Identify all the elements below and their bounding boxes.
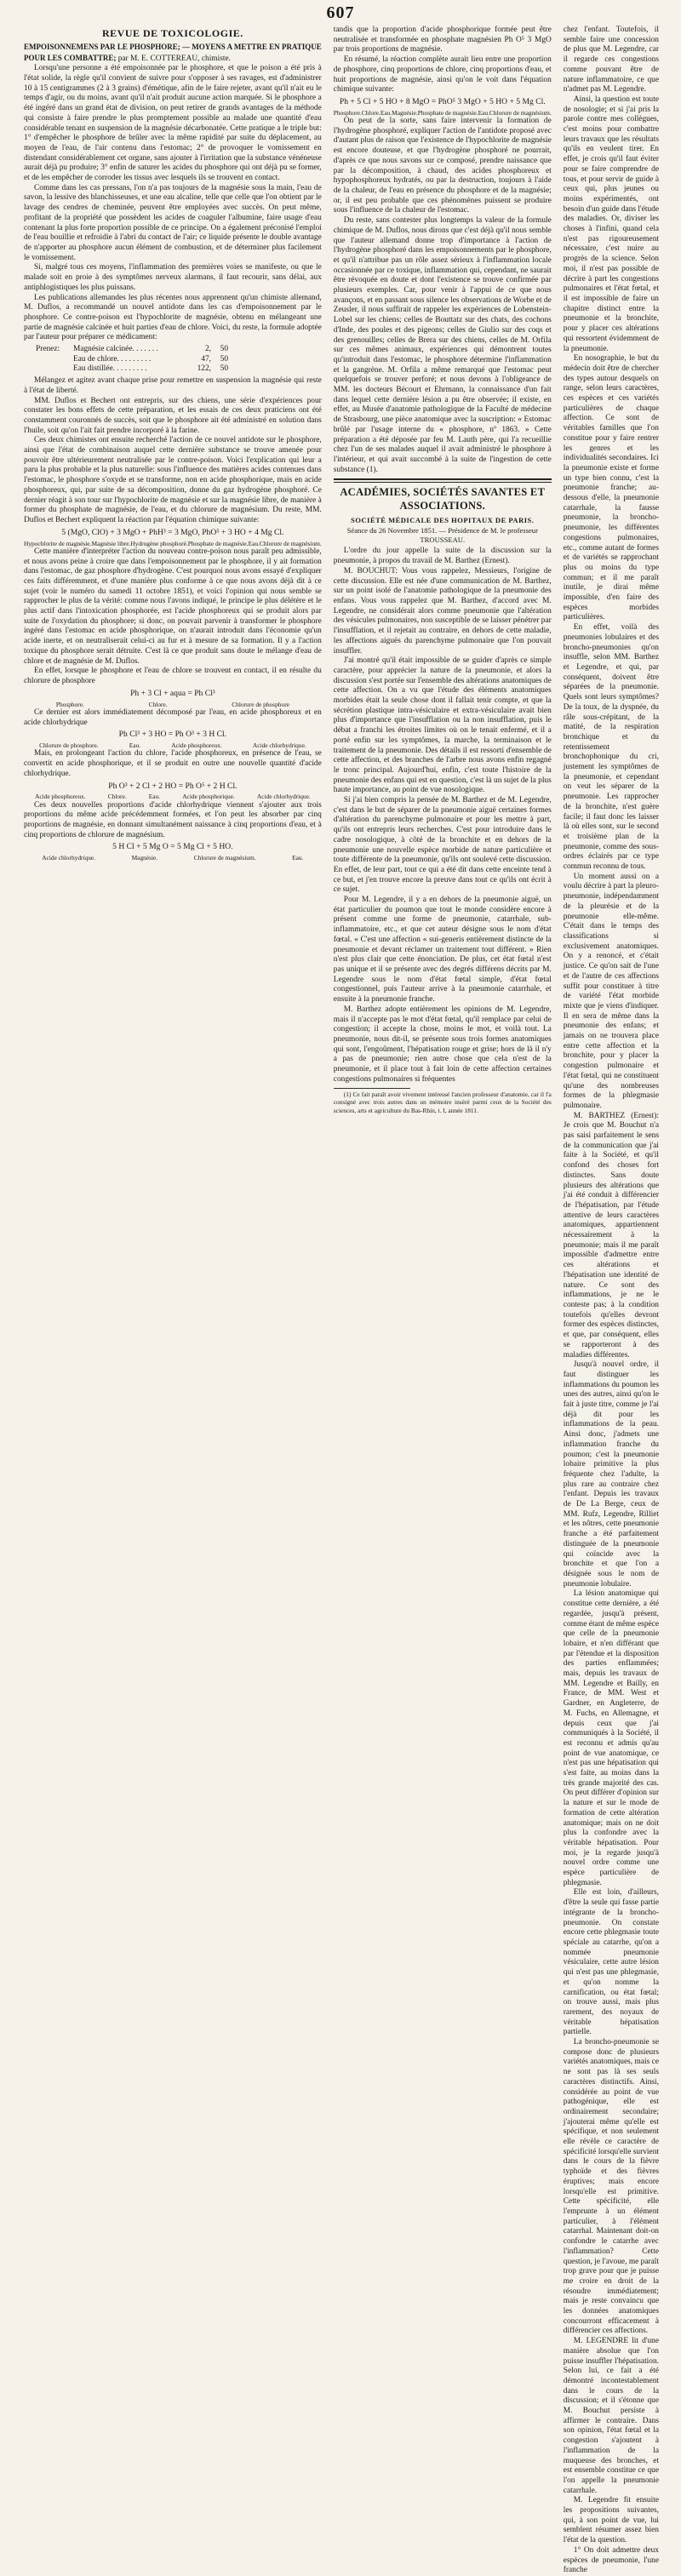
caption-term: Phosphate de magnésie.: [417, 108, 478, 117]
chemical-equation: Ph + 3 Cl + aqua = Ph Cl³: [130, 688, 215, 698]
paragraph: chez l'enfant. Toutefois, il semble faire une concession de plus que M. Legendre, car il regarde ces congestions comme pouvant être de nature inflammatoire, ce que n'admet pas M. Legendre.: [563, 26, 659, 94]
caption-term: Acide phosphoreux.: [171, 741, 222, 750]
caption-term: Eau.: [380, 108, 392, 117]
caption-term: Eau.: [129, 741, 141, 750]
paragraph: En effet, voilà des pneumonies lobulaires et des broncho-pneumonies qu'on insuffle, selon MM. Barthez et Legendre, et qui, par conséquent, doivent être séparées de la pneumonie. Quels sont leurs symptômes? De la toux, de la dyspnée, du râle sous-crépitant, de la matité, de la respiration bronchique et du retentissement bronchophonique du cri, justement les symptômes de la pneumonie, et cependant on veut les séparer de la pneumonie. Les rapprocher de la bronchite, n'est guère facile; il faut donc les laisser là où elles sont, sur le second et troisième plan de la pneumonie, comme des sous-ordres éclairés par ce type commun reconnu de tous.: [563, 623, 659, 872]
caption-term: Hydrogène phosphoré.: [130, 539, 188, 547]
paragraph: M. BARTHEZ (Ernest): Je crois que M. Bouchut n'a pas saisi parfaitement le sens de la communication que j'ai faite à la Société, et qu'il confond des choses fort distinctes. Sans doute plusieurs des altérations que j'ai été conduit à différencier de l'hépatisation, par l'étude attentive de leurs caractères anatomiques, appartiennent nécessairement à la pneumonie; mais il me paraît impossible d'admettre entre ces altérations et l'hépatisation une identité de nature. Ce sont des inflammations, je ne le conteste pas; à la condition toutefois qu'elles devront former des espèces distinctes, et que, par conséquent, elles se rapporteront à des maladies différentes.: [563, 1111, 659, 1360]
article-title: EMPOISONNEMENS PAR LE PHOSPHORE; — MOYENS A METTRE EN PRATIQUE POUR LES COMBATTRE;: [24, 42, 322, 62]
recipe-decimal: 50: [220, 354, 228, 364]
section-title-toxicology: REVUE DE TOXICOLOGIE.: [102, 27, 243, 39]
paragraph: L'ordre du jour appelle la suite de la discussion sur la pneumonie, à propos du travail de M. Barthez (Ernest).: [333, 547, 552, 566]
paragraph: Jusqu'à nouvel ordre, il faut distinguer les inflammations du poumon les unes des autres, ainsi qu'on le fait à juste titre, comme je l'ai déjà dit pour les inflammations de la peau. Ainsi donc, j'admets une inflammation franche du poumon; c'est la pneumonie lobaire primitive la plus fréquente chez l'adulte, la plus rare au contraire chez l'enfant. Depuis les travaux de De La Berge, ceux de MM. Rufz, Legendre, Rilliet et les nôtres, cette pneumonie franche a été parfaitement distinguée de la pneumonie qui coïncide avec la bronchite et que l'on a désignée sous le nom de pneumonie lobulaire.: [563, 1360, 659, 1589]
caption-term: Eau.: [478, 108, 489, 117]
caption-term: Phosphore.: [55, 700, 84, 708]
equation-caption: [24, 540, 322, 547]
article-heading: [24, 43, 322, 64]
page-number: 607: [326, 3, 355, 22]
paragraph: M. LEGENDRE lit d'une manière absolue que l'on puisse insuffler l'hépatisation. Selon lui, ce fait a été démontré incontestablement dans le cours de la discussion; et il s'étonne que M. Bouchut persiste à affirmer le contraire. Dans son opinion, l'état fœtal et la congestion s'ajoutent à l'inflammation de la muqueuse des bronches, et est ensemble constitue ce que l'on appelle la pneumonie catarrhale.: [563, 2337, 659, 2495]
caption-term: Magnésie.: [131, 854, 158, 862]
recipe-quantity: 122,: [197, 364, 211, 374]
caption-term: Phosphore.: [333, 108, 362, 117]
paragraph: En résumé, la réaction complète aurait lieu entre une proportion de phosphore, cinq proportions de chlore, cinq proportions d'eau, et huit proportions de magnésie, ainsi qu'on le voit dans l'équation chimique suivante:: [333, 55, 552, 94]
caption-term: Chlore.: [148, 700, 168, 708]
paragraph: Si, malgré tous ces moyens, l'inflammation des premières voies se manifeste, ou que le malade soit en proie à des symptômes nerveux alarmans, il faut recourir, sans délai, aux antiphlogistiques les plus puissans.: [24, 263, 322, 292]
caption-term: Chlorure de magnésium.: [193, 854, 256, 862]
paragraph: Ces deux nouvelles proportions d'acide chlorhydrique viennent s'ajouter aux trois proportions du même acide précédemment formées, et l'on peut les absorber par cinq proportions de magnésie, en donnant simultanément naissance à cinq proportions d'eau, et à cinq proportions de chlorure de magnésium.: [24, 800, 322, 839]
chemical-equation: 5 (MgO, ClO) + 3 MgO + PhH³ = 3 MgO, PhO⁵ + 3 HO + 4 Mg Cl.: [61, 527, 284, 537]
paragraph: J'ai montré qu'il était impossible de se guider d'après ce simple caractère, pour apprécier la nature de la pneumonie, et alors la discussion s'est portée sur l'ensemble des altérations anatomiques de cette affection. On a vu que l'étude des éléments anatomiques morbides était la seule chose dont il fallait tenir compte, et que la sécrétion plastique intra-vésiculaire et extra-vésiculaire avait bien plus d'importance que l'insufflation ou la non insufflation, puis le débat a franchi les étroites limites où on le tenait enfermé, et il a porté enfin sur les symptômes, la marche, la terminaison et le traitement de la pneumonie. Des détails il est ressorti d'ensemble de cette affection, et des branches de l'arbre nous avons enfin regagné le tronc principal. Aujourd'hui, enfin, c'est toute l'histoire de la pneumonie des enfans qui est en question, c'est là un sujet de la plus haute importance, au point de vue nosologique.: [333, 656, 552, 795]
equation-caption: [24, 741, 322, 749]
recipe-ingredient: Eau de chlore. . . . . . . . .: [73, 354, 152, 364]
paragraph: MM. Duflos et Bechert ont entrepris, sur des chiens, une série d'expériences pour constater les bons effets de cette préparation, et les essais de ces deux praticiens ont été constamment couronnés de succès, soit que le phosphore ait été administré en solution dans l'huile, soit qu'on l'ait fait prendre incorporé à la farine.: [24, 396, 322, 435]
caption-term: Chlorure de phosphore: [232, 700, 289, 708]
caption-term: Chlorure de magnésium.: [259, 539, 322, 547]
caption-term: Acide chlorhydrique.: [42, 854, 96, 862]
recipe-quantity: 2,: [204, 345, 211, 354]
caption-term: Phosphate de magnésie.: [187, 539, 249, 547]
equation-caption: [334, 109, 552, 117]
section-divider: [334, 478, 552, 483]
paragraph: Mélangez et agitez avant chaque prise pour remettre en suspension la magnésie qui reste à l'état de liberté.: [24, 376, 322, 395]
paragraph: Elle est loin, d'ailleurs, d'être la seule qui fasse partie intégrante de la broncho-pneumonie. On constate encore cette phlegmasie toute spéciale au catarrhe, qu'on a nommée pneumonie vésiculaire, cette autre lésion qui n'est pas une phlegmasie, et qu'on nomme la carnification, ou état fœtal; on trouve aussi, mais plus rarement, des noyaux de véritable hépatisation partielle.: [563, 1888, 659, 2037]
caption-term: Acide phosphorique.: [182, 793, 235, 801]
paragraph: Ces deux chimistes ont ensuite recherché l'action de ce nouvel antidote sur le phosphore, ainsi que l'état de combinaison auquel cette dernière substance se trouve amenée pour pouvoir être ultérieurement neutralisée par le contre-poison. Voici l'explication qui leur a paru la plus probable et la plus naturelle: sous l'influence des matières acides contenues dans l'estomac, le phosphore s'oxyde et se transforme, non en acide phosphorique, mais en acide phosphoreux, qui, par suite de sa décomposition, donne du gaz hydrogène phosphoré. Ce dernier réagit à son tour sur l'hypochlorite de magnésie et sur la magnésie libre, de manière à former du phosphate de magnésie, de l'eau, et du chlorure de magnésium. Du reste, MM. Duflos et Bechert expliquent la réaction par l'équation chimique suivante:: [24, 436, 322, 524]
paragraph: Ainsi, la question est toute de nosologie; et si j'ai pris la parole contre mes collègues, c'est moins pour combattre leurs travaux que les résultats qu'ils en veulent tirer. En effet, je crois qu'il faut éviter pour se faire comprendre de tous, et pour servir de guide à ceux qui, plus jeunes ou moins expérimentés, ont besoin d'un guide dans l'étude des maladies. Or, diviser les choses à l'infini, quand cela n'est pas rigoureusement nécessaire, c'est nuire au progrès de la science. Selon moi, il n'est pas possible de décrire à part les congestions pulmonaires et l'état fœtal, et il est impossible de faire un chapitre distinct entre la pneumonie et la bronchite, pour y placer ces altérations qui ressortent évidemment de la pneumonie.: [563, 94, 659, 353]
caption-term: Hypochlorite de magnésie.: [24, 539, 92, 547]
chemical-equation: Ph Cl³ + 3 HO = Ph O³ + 3 H Cl.: [118, 730, 227, 740]
recipe-decimal: 50: [220, 364, 228, 374]
paragraph: Cette manière d'interpréter l'action du nouveau contre-poison nous paraît peu admissible, et nous avons peine à croire que dans l'empoisonnement par le phosphore, il y ait formation dans l'estomac, de gaz phosphore d'hydrogène. C'est pourquoi nous avons essayé d'expliquer ces faits différemment, et d'une manière plus conforme à ce que nous avons déjà dit à ce sujet (voir le numéro du samedi 11 octobre 1851), et voici l'opinion qui nous semble se rapprocher le plus de la vérité: comme nous l'avons indiqué, le principe le plus délétère et le plus actif dans l'intoxication phosphorée, est l'acide phosphoreux qui se produit alors par suite de l'oxydation du phosphore; si donc, on pouvait parvenir à transformer le phosphore ingéré dans l'estomac en acide phosphorique, on n'aurait introduit dans l'économie qu'un acide inerte, et on neutraliserait celui-ci au fur et à mesure de sa formation. Il y a l'action toxique du phosphore serait détruite. C'est là ce que produit sans doute le mélange d'eau de chlore et de magnésie de M. Duflos.: [24, 547, 322, 666]
recipe-row: [36, 364, 322, 375]
column-2: [333, 26, 552, 1114]
caption-term: Eau.: [148, 793, 161, 801]
paragraph: On peut de la sorte, sans faire intervenir la formation de l'hydrogène phosphoré, expliquer l'action de l'antidote proposé avec d'autant plus de raison que l'existence de l'hypochlorite de magnésie est encore douteuse, et que l'hydrogène phosphoré ne pourrait, d'après ce que nous savons sur ce composé, prendre naissance que par la décomposition, à chaud, des acides phosphoreux et hypophosphoreux hydratés, ou par la destruction, toujours à l'aide de la chaleur, de l'eau en présence du phosphore et de la magnésie; or, il est peu probable que ces phénomènes puissent se produire sous l'influence de la chaleur de l'estomac.: [333, 117, 552, 215]
column-3: [563, 26, 659, 2575]
paragraph: Comme dans les cas pressans, l'on n'a pas toujours de la magnésie sous la main, l'eau de savon, la lessive des blanchisseuses, et une eau alcaline, telle que celle que l'on obtient par le lavage des cendres de cheminée, peuvent être employées avec succès. On peut même, profitant de la propriété que possèdent les acides de coaguler l'albumine, faire usage d'eau contenant la plus forte proportion possible de ce principe. On a également préconisé l'emploi de l'eau bouillie et refroidie à l'abri du contact de l'air; ce liquide présente le double avantage de n'apporter au phosphore aucun élément de combustion, et de déterminer plus facilement le vomissement.: [24, 183, 322, 262]
paragraph: Mais, en prolongeant l'action du chlore, l'acide phosphoreux, en présence de l'eau, se convertit en acide phosphorique, et il se produit en outre une nouvelle quantité d'acide chlorhydrique.: [24, 749, 322, 778]
text-columns: [24, 26, 659, 2575]
caption-term: Acide chlorhydrique.: [252, 741, 306, 750]
paragraph: Pour M. Legendre, il y a en dehors de la pneumonie aiguë, un état particulier du poumon que tout le monde considère encore à présent comme une forme de pneumonie, catarrhale, sub-inflammatoire, etc., et que cet auteur désigne sous le nom d'état fœtal. « C'est une affection « sui-generis entièrement distincte de la pneumonie et devant réclamer un traitement tout différent. » Rien n'est plus clair que cette énonciation. De plus, cet état fœtal n'est pas unique et il se présente avec des degrés différens décrits par M. Legendre sous le nom d'état fœtal simple, d'état fœtal congestionnel, puis l'auteur arrive à la pneumonie catarrhale, et ensuite à la pneumonie franche.: [333, 896, 552, 1005]
article-author: par M. E. COTTEREAU, chimiste.: [117, 54, 231, 63]
session-line: Séance du 26 Novembre 1851. — Présidence de M. le professeur TROUSSEAU.: [346, 526, 538, 544]
equation-caption: [24, 701, 322, 708]
caption-term: Chlorure de phosphore.: [39, 741, 99, 750]
caption-term: Eau.: [292, 854, 304, 862]
section-title-academies: ACADÉMIES, SOCIÉTÉS SAVANTES ET ASSOCIATIONS.: [340, 486, 546, 512]
footnote-rule: [334, 1088, 410, 1089]
paragraph: En effet, lorsque le phosphore et l'eau de chlore se trouvent en contact, il en résulte du chlorure de phosphore: [24, 667, 322, 685]
paragraph: Les publications allemandes les plus récentes nous apprennent qu'un chimiste allemand, M. Duflos, a recommandé un nouvel antidote dans les cas d'empoisonnement par le phosphore. Ce contre-poison est l'hypochlorite de magnésie, obtenu en mélangeant une partie de magnésie calcinée et huit parties d'eau de chlore. Voici, du reste, la formule adoptée par l'auteur pour préparer ce médicament:: [24, 293, 322, 342]
paragraph: Lorsqu'une personne a été empoisonnée par le phosphore, et que le poison a été pris à l'état solide, la règle qu'il convient de suivre pour s'opposer à ses ravages, est d'administrer 10 à 15 centigrammes (2 à 3 grains) d'émétique, afin de le faire rejeter, avant qu'il n'ait eu le temps d'agir, ou du moins, avant qu'il n'ait produit aucune action marquée. Si le phosphore a été ingéré dans un grand état de division, on peut retirer de grands avantages de la méthode qui consiste à faire prendre le plus promptement possible au malade une quantité d'eau considérable tenant en suspension de la magnésie décarbonatée. Cette pratique a le triple but: 1° d'empêcher le phosphore de brûler avec la même rapidité par suite du déplacement, au moyen de l'eau, de l'air contenu dans l'estomac; 2° de provoquer le vomissement en distendant considérablement cet organe, sans ajouter à l'irritation que la substance vénéneuse aurait déjà pu produire; 3° enfin de saturer les acides du phosphore qui ont déjà pu se former, et de les empêcher de corroder les tissus avec lesquels ils se trouvent en contact.: [24, 64, 322, 183]
chemical-equation: Ph O³ + 2 Cl + 2 HO = Ph O⁵ + 2 H Cl.: [108, 781, 237, 791]
equation-caption: [24, 854, 322, 862]
paragraph: Un moment aussi on a voulu décrire à part la pleuro-pneumonie, indépendamment de la pleurésie et de la pneumonie elle-même. C'était dans le temps des classifications si exclusivement anatomiques. On y a renoncé, et c'était justice. Ce qu'on sait de l'une et de l'autre de ces affections suffit pour constituer à titre de variété l'état morbide mixte que je viens d'indiquer. Il en sera de même dans la pneumonie des enfans; et jamais on ne trouvera place entre cette affection et la bronchite, pour y placer la congestion pulmonaire et l'état fœtal, qui ne constituent qu'une des nombreuses formes de la phlegmasie pulmonaire.: [563, 872, 659, 1110]
paragraph: La broncho-pneumonie se compose donc de plusieurs variétés anatomiques, mais ce ne sont pas là ses seuls caractères distinctifs. Ainsi, considérée au point de vue pathogénique, elle est ordinairement secondaire; j'ajouterai même qu'elle est spécifique, et non seulement elle révèle ce caractère de spécificité lorsqu'elle survient dans le cours de la fièvre typhoïde et des fièvres éruptives; mais encore lorsqu'elle est primitive. Cette spécificité, elle l'emprunte à un élément particulier, à l'élément catarrhal. Maintenant doit-on confondre le catarrhe avec l'inflammation? Cette question, je l'avoue, me paraît trop grave pour que je puisse me croire en droit de la résoudre immédiatement; mais je reste convaincu que les données anatomiques concourront efficacement à différencier ces affections.: [563, 2038, 659, 2336]
recipe-quantity: 47,: [201, 354, 211, 364]
equation-caption: [24, 793, 322, 800]
society-title: SOCIÉTÉ MÉDICALE DES HOPITAUX DE PARIS.: [351, 515, 535, 524]
footnote: (1) Ce fait paraît avoir vivement intéressé l'ancien professeur d'anatomie, car il l'a consigné avec trois autres dans un mémoire inséré parmi ceux de la Société des sciences, arts et agriculture du Bas-Rhin, t. I, année 1811.: [333, 1091, 552, 1114]
recipe-ingredient: Eau distillée. . . . . . . . .: [73, 364, 147, 374]
paragraph: M. BOUCHUT: Vous vous rappelez, Messieurs, l'origine de cette discussion. Elle est née d'une communication de M. Barthez, sur un point isolé de l'anatomie pathologique de la pneumonie des enfans. Vous vous rappelez que M. Barthez, d'accord avec M. Legendre, ne considérait alors comme pneumonie que l'altération des vésicules pulmonaires, non susceptible de se laisser pénétrer par l'insufflation, et il rejetait au contraire, en dehors de cette maladie, les affections aiguës du parenchyme pulmonaire que l'on pouvait insuffler.: [333, 566, 552, 655]
paragraph: Ce dernier est alors immédiatement décomposé par l'eau, en acide phosphoreux et en acide chlorhydrique: [24, 707, 322, 727]
recipe-formula: [36, 345, 322, 375]
paragraph: Si j'ai bien compris la pensée de M. Barthez et de M. Legendre, c'est dans le but de séparer de la pneumonie aiguë certaines formes d'altération du parenchyme pulmonaire et pour les mettre à part, qu'ils ont entrepris leurs recherches. C'est pour introduire dans le cadre nosologique, à côté de la bronchite et en dehors de la pneumonie une nouvelle espèce morbide de nature particulière et toute différente de la pneumonie, qu'ils ont soulevé cette discussion. En effet, de leur part, tout ce qui a été dit dans cette enceinte tend à ce but, et j'en trouve encore la preuve dans tout ce qu'ils ont écrit à ce sujet.: [333, 796, 552, 895]
recipe-ingredient: Magnésie calcinée. . . . . . .: [73, 345, 158, 354]
chemical-equation: Ph + 5 Cl + 5 HO + 8 MgO = PhO⁵ 3 MgO + 5 HO + 5 Mg Cl.: [339, 96, 546, 106]
paragraph: 1° On doit admettre deux espèces de pneumonie, l'une franche: [563, 2545, 659, 2575]
caption-term: Eau.: [248, 539, 260, 547]
caption-term: Chlore.: [107, 793, 127, 801]
paragraph: Du reste, sans contester plus longtemps la valeur de la formule chimique de M. Duflos, nous dirons que c'est déjà qu'il nous semble que l'auteur allemand donne trop d'importance à l'action de l'hydrogène phosphoré dans les empoisonnements par le phosphore, et qu'il n'attribue pas un rôle assez sérieux à l'inflammation locale occasionnée par ce toxique, inflammation qui, cependant, ne saurait être révoquée en doute et dont l'existence se trouve confirmée par plusieurs exemples. Car, pour venir à l'appui de ce que nous avançons, et en passant sous silence les observations de Worbe et de Zeusler, il nous suffirait de rappeler les expériences de Lobenstein-Lobel sur les chiens; celles de Bouttatz sur des chats, des cochons d'Inde, des poules et des pigeons; celles de Giulio sur des coqs et des grenouilles; celles de Brera sur des chiens, celles de M. Orfila sur ces mêmes animaux, expériences qui démontrent toutes qu'introduit dans l'estomac, le phosphore détermine l'inflammation et la gangrène. M. Orfila a même remarqué que l'estomac peut quelquefois se trouver perforé; et nous devons à l'obligeance de MM. les docteurs Bécourt et Ehrmann, la connaissance d'un fait dans lequel cette dernière lésion a pu être observée; il existe, en effet, au Musée d'anatomie pathologique de la Faculté de médecine de Strasbourg, une pièce anatomique avec la suscription: « Estomac brûlé par l'usage interne du « phosphore, nº 1863. » Cette préparation a été déposée par feu M. Lauth père, qui l'a recueillie chez l'un de ses malades auquel il avait administré le phosphore à l'intérieur, et qui avait succombé à la suite de l'ingestion de cette substance (1).: [333, 216, 552, 474]
recipe-decimal: 50: [220, 345, 228, 354]
paragraph: En nosographie, le but du médecin doit être de chercher des types autour desquels on range, selon leurs caractères, ces espèces et ces variétés particulières de chaque affection. Ce sont de véritables familles que l'on constitue pour y faire rentrer les genres et les individualités secondaires. Ici la pneumonie existe et forme un type bien connu, c'est la pneumonie franche; au-dessous d'elle, la pneumonie catarrhale, la fausse pneumonie, la broncho-pneumonie, les différentes congestions pulmonaires, etc., comme autant de formes et de variétés se rapprochant plus ou moins du type commun; et il me paraît inutile, je dirai même impossible, d'en faire des espèces morbides particulières.: [563, 354, 659, 622]
recipe-row: [36, 355, 322, 365]
paragraph: M. Barthez adopte entièrement les opinions de M. Legendre, mais il n'accepte pas le mot d'état fœtal, qu'il remplace par celui de congestion; il accepte la chose, moins le mot, et voilà tout. La pneumonie, nous dit-il, se présente sous trois formes anatomiques qui sont, l'engoûment, l'hépatisation rouge et grise; hors de là il n'y a pas de pneumonie; rien autre chose que cela n'est de la pneumonie, et il place tout à fait loin de cette affection certaines congestions pulmonaires si fréquentes: [333, 1005, 552, 1084]
chemical-equation: 5 H Cl + 5 Mg O = 5 Mg Cl + 5 HO.: [112, 842, 233, 852]
paragraph: M. Legendre fit ensuite les propositions suivantes, qui, à son point de vue, lui semblent résumer assez bien l'état de la question.: [563, 2496, 659, 2545]
paragraph: La lésion anatomique qui constitue cette dernière, a été regardée, jusqu'à présent, comme étant de même espèce que celle de la pneumonie lobaire, et n'en différant que par l'étendue et la disposition des parties enflammées; mais, depuis les travaux de MM. Legendre et Bailly, en France, de MM. West et Gardner, en Angleterre, de M. Fuchs, en Allemagne, et depuis ceux que j'ai communiqués à la Société, il est reconnu et admis qu'au point de vue anatomique, ce n'est pas une hépatisation qui s'est faite, au moins dans la très grande majorité des cas. On peut différer d'opinion sur la nature et sur le mode de formation de cette altération anatomique; mais on ne doit plus la confondre avec la véritable hépatisation. Pour moi, je la regarde jusqu'à nouvel ordre comme une espèce particulière de phlegmasie.: [563, 1589, 659, 1887]
caption-term: Magnésie.: [392, 108, 418, 117]
caption-term: Acide phosphoreux.: [35, 793, 86, 801]
recipe-lead: Prenez:: [36, 345, 60, 354]
recipe-row: [36, 345, 322, 355]
caption-term: Chlore.: [361, 108, 381, 117]
caption-term: Chlorure de magnésium.: [489, 108, 552, 117]
caption-term: Magnésie libre.: [91, 539, 131, 547]
paragraph: tandis que la proportion d'acide phosphorique formée peut être neutralisée et transformée en phosphate magnésien Ph O⁵ 3 MgO par trois proportions de magnésie.: [333, 26, 552, 54]
column-1: [24, 26, 322, 937]
caption-term: Acide chlorhydrique.: [256, 793, 311, 801]
